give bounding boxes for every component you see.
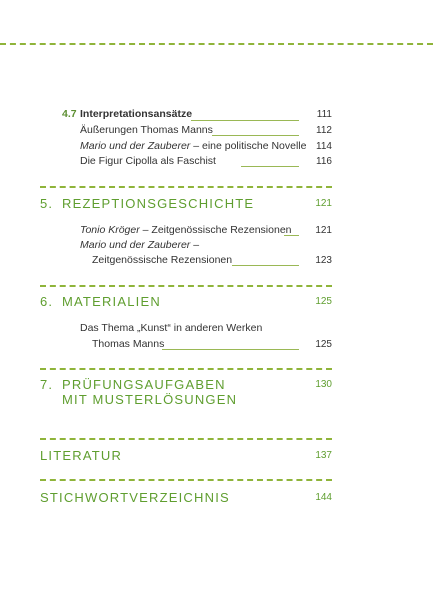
section-divider	[40, 186, 332, 188]
section-title: REZEPTIONSGESCHICHTE	[62, 196, 255, 211]
subsection-number: 4.7	[62, 108, 77, 120]
section-title-cont: MIT MUSTERLÖSUNGEN	[62, 392, 238, 407]
leader-line	[241, 166, 299, 167]
page-number: 114	[316, 141, 332, 152]
section-divider	[40, 438, 332, 440]
page-number: 121	[315, 198, 332, 209]
entry-title-italic: Tonio Kröger	[80, 224, 140, 236]
toc-entry-title-cont: Thomas Manns	[92, 338, 165, 350]
section-divider	[40, 368, 332, 370]
toc-entry-title	[80, 140, 306, 152]
page-number: 125	[315, 296, 332, 307]
leader-line	[232, 265, 299, 266]
leader-line	[212, 135, 299, 136]
page-number: 130	[315, 379, 332, 390]
page-number: 125	[315, 339, 332, 350]
page-number: 112	[316, 125, 332, 136]
toc-entry-title: Die Figur Cipolla als Faschist	[80, 155, 216, 167]
page-number: 116	[316, 156, 332, 167]
entry-title-rest: –	[190, 239, 200, 251]
page-number: 123	[315, 255, 332, 266]
page-number: 144	[315, 492, 332, 503]
toc-entry-title	[80, 239, 199, 251]
entry-title-italic: Mario und der Zauberer	[80, 239, 191, 251]
entry-title-rest: – eine politische Novelle	[190, 140, 307, 152]
entry-title-rest: – Zeitgenössische Rezensionen	[139, 224, 292, 236]
section-number: 6.	[40, 294, 54, 309]
page-number: 111	[316, 109, 332, 120]
leader-line	[191, 120, 299, 121]
leader-line	[284, 235, 299, 236]
subsection-title: Interpretationsansätze	[80, 108, 193, 120]
top-divider	[0, 43, 433, 45]
section-title: LITERATUR	[40, 448, 123, 463]
section-divider	[40, 285, 332, 287]
section-title: MATERIALIEN	[62, 294, 161, 309]
section-title: PRÜFUNGSAUFGABEN	[62, 377, 226, 392]
section-number: 5.	[40, 196, 54, 211]
entry-title-italic: Mario und der Zauberer	[80, 140, 191, 152]
leader-line	[162, 349, 299, 350]
toc-entry-title: Äußerungen Thomas Manns	[80, 124, 213, 136]
page-number: 137	[315, 450, 332, 461]
toc-entry-title	[80, 224, 292, 236]
section-divider	[40, 479, 332, 481]
section-title: STICHWORTVERZEICHNIS	[40, 490, 230, 505]
page-number: 121	[315, 225, 332, 236]
section-number: 7.	[40, 377, 54, 392]
toc-entry-title: Das Thema „Kunst“ in anderen Werken	[80, 322, 263, 334]
toc-entry-title-cont: Zeitgenössische Rezensionen	[92, 254, 233, 266]
